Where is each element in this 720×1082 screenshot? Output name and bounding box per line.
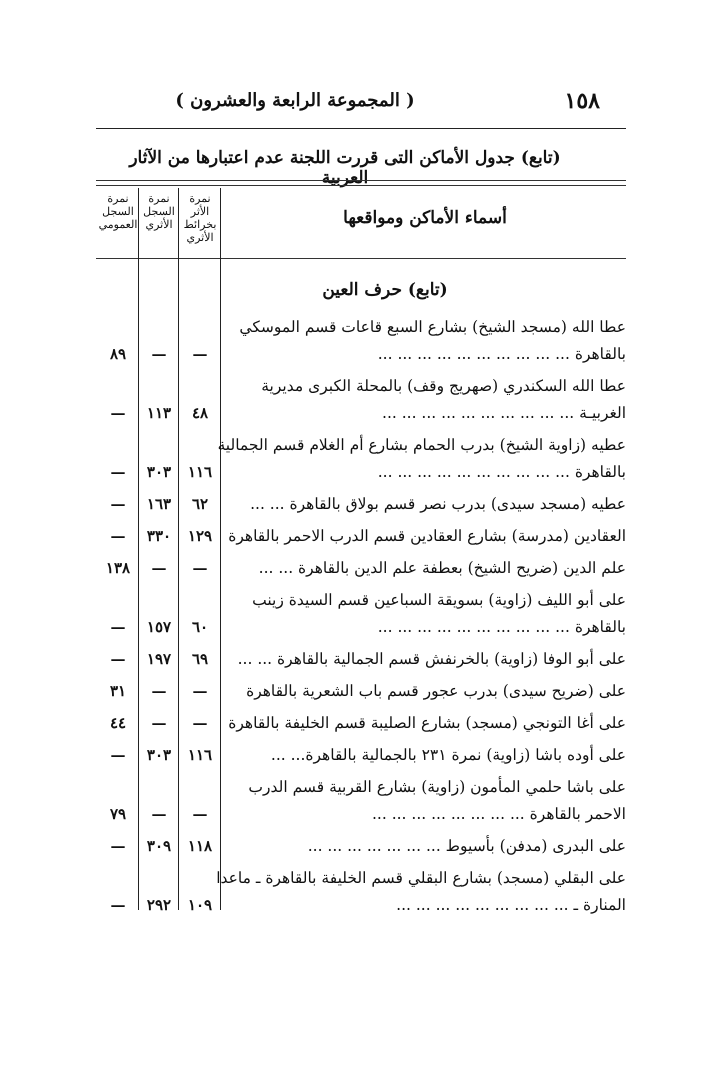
row-number-c3: ٧٩ bbox=[109, 805, 127, 823]
row-text-line: على (ضريح سيدى) بدرب عجور قسم باب الشعرية بالقاهرة bbox=[246, 682, 626, 700]
header-bottom-rule bbox=[96, 258, 626, 259]
row-number-c1: ٦٠ bbox=[191, 618, 209, 636]
row-number-c2: ٢٩٢ bbox=[146, 896, 172, 914]
section-heading: (تابع) حرف العين bbox=[322, 280, 448, 300]
row-text-line: بالقاهرة ... ... ... ... ... ... ... ... ... ... bbox=[377, 463, 626, 481]
row-number-c3: — bbox=[110, 837, 126, 855]
row-text-line: على أوده باشا (زاوية) نمرة ٢٣١ بالجمالية بالقاهرة... ... bbox=[270, 746, 626, 764]
row-text-line: عطا الله السكندري (صهريج وقف) بالمحلة الكبرى مديرية bbox=[261, 377, 626, 395]
row-number-c2: — bbox=[151, 805, 167, 823]
row-number-c1: ٦٩ bbox=[191, 650, 209, 668]
row-number-c1: — bbox=[192, 805, 208, 823]
row-number-c2: ١١٣ bbox=[146, 404, 172, 422]
row-number-c2: — bbox=[151, 559, 167, 577]
row-number-c1: — bbox=[192, 714, 208, 732]
column-divider bbox=[138, 188, 139, 910]
column-divider bbox=[220, 188, 221, 910]
row-number-c3: ٤٤ bbox=[109, 714, 127, 732]
row-text-line: على أبو الوفا (زاوية) بالخرنفش قسم الجمالية بالقاهرة ... ... bbox=[237, 650, 626, 668]
row-number-c3: — bbox=[110, 463, 126, 481]
row-text-line: على البقلي (مسجد) بشارع البقلي قسم الخليفة بالقاهرة ـ ماعدا bbox=[216, 869, 626, 887]
row-number-c2: ٣٠٩ bbox=[146, 837, 172, 855]
row-text-line: العقادين (مدرسة) بشارع العقادين قسم الدرب الاحمر بالقاهرة bbox=[228, 527, 626, 545]
row-text-line: المنارة ـ ... ... ... ... ... ... ... ... ... bbox=[396, 896, 626, 914]
row-number-c2: ١٦٣ bbox=[146, 495, 172, 513]
table-title: (تابع) جدول الأماكن التى قررت اللجنة عدم اعتبارها من الآثار العربية bbox=[129, 148, 561, 188]
row-number-c3: — bbox=[110, 746, 126, 764]
row-number-c2: ٣٣٠ bbox=[146, 527, 172, 545]
row-text-line: عطا الله (مسجد الشيخ) بشارع السبع قاعات قسم الموسكي bbox=[239, 318, 626, 336]
row-number-c2: ١٥٧ bbox=[146, 618, 172, 636]
row-number-c3: ٣١ bbox=[109, 682, 127, 700]
table-top-rule bbox=[96, 180, 626, 181]
row-number-c2: — bbox=[151, 714, 167, 732]
row-text-line: على أغا التونجي (مسجد) بشارع الصليبة قسم الخليفة بالقاهرة bbox=[228, 714, 626, 732]
row-number-c1: — bbox=[192, 345, 208, 363]
row-number-c3: — bbox=[110, 896, 126, 914]
row-text-line: على باشا حلمي المأمون (زاوية) بشارع القربية قسم الدرب bbox=[248, 778, 626, 796]
row-number-c3: ١٣٨ bbox=[105, 559, 131, 577]
row-text-line: الغربيـة ... ... ... ... ... ... ... ... ... ... bbox=[382, 404, 626, 422]
row-number-c1: ١٠٩ bbox=[187, 896, 213, 914]
row-number-c1: ١٢٩ bbox=[187, 527, 213, 545]
row-text-line: على البدرى (مدفن) بأسيوط ... ... ... ... ... ... ... bbox=[307, 837, 626, 855]
row-number-c1: ٤٨ bbox=[191, 404, 209, 422]
column-header-places: أسماء الأماكن ومواقعها bbox=[343, 208, 507, 228]
row-number-c2: ٣٠٣ bbox=[146, 746, 172, 764]
row-text-line: الاحمر بالقاهرة ... ... ... ... ... ... ... ... bbox=[371, 805, 626, 823]
row-text-line: بالقاهرة ... ... ... ... ... ... ... ... ... ... bbox=[377, 618, 626, 636]
running-head bbox=[110, 86, 610, 120]
row-number-c1: — bbox=[192, 682, 208, 700]
row-text-line: عطيه (مسجد سيدى) بدرب نصر قسم بولاق بالقاهرة ... ... bbox=[250, 495, 626, 513]
row-number-c1: — bbox=[192, 559, 208, 577]
row-number-c3: — bbox=[110, 527, 126, 545]
row-number-c3: — bbox=[110, 650, 126, 668]
column-divider bbox=[178, 188, 179, 910]
row-number-c3: — bbox=[110, 404, 126, 422]
column-header-col3: نمرة السجل العمومي bbox=[98, 192, 138, 231]
running-title: ( المجموعة الرابعة والعشرون ) bbox=[175, 90, 415, 111]
table-top-rule-double bbox=[96, 185, 626, 186]
row-number-c1: ٦٢ bbox=[191, 495, 209, 513]
column-header-col2: نمرة السجل الأثري bbox=[143, 192, 175, 231]
row-number-c2: ٣٠٣ bbox=[146, 463, 172, 481]
row-number-c3: ٨٩ bbox=[109, 345, 127, 363]
row-text-line: عطيه (زاوية الشيخ) بدرب الحمام بشارع أم الغلام قسم الجمالية bbox=[217, 436, 626, 454]
row-number-c1: ١١٨ bbox=[187, 837, 213, 855]
row-number-c3: — bbox=[110, 495, 126, 513]
row-number-c3: — bbox=[110, 618, 126, 636]
row-number-c2: — bbox=[151, 682, 167, 700]
page-number: ١٥٨ bbox=[564, 88, 600, 114]
row-text-line: على أبو الليف (زاوية) بسويقة السباعين قسم السيدة زينب bbox=[252, 591, 626, 609]
row-number-c2: ١٩٧ bbox=[146, 650, 172, 668]
column-header-col1: نمرة الأثر بخرائط الأثري bbox=[183, 192, 217, 244]
row-text-line: علم الدين (ضريح الشيخ) بعطفة علم الدين بالقاهرة ... ... bbox=[258, 559, 626, 577]
row-number-c1: ١١٦ bbox=[187, 463, 213, 481]
header-rule bbox=[96, 128, 626, 129]
row-number-c1: ١١٦ bbox=[187, 746, 213, 764]
row-number-c2: — bbox=[151, 345, 167, 363]
row-text-line: بالقاهرة ... ... ... ... ... ... ... ... ... ... bbox=[377, 345, 626, 363]
